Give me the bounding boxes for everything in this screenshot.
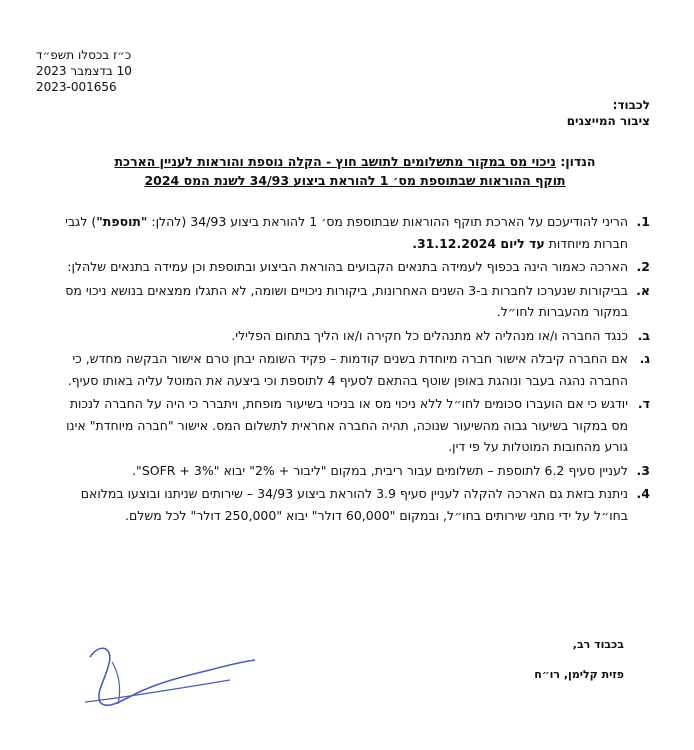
sub-item-letter: ב.: [637, 327, 650, 343]
subject-prefix: הנדון:: [560, 154, 596, 169]
addressee-name: ציבור המייצגים: [566, 114, 650, 128]
sub-item: [50, 280, 650, 323]
item-number: 4.: [636, 486, 650, 501]
item-number: 3.: [636, 462, 650, 478]
item-text: הריני להודיעכם על הארכת תוקף ההוראות שבתוספת מס׳ 1 להוראת ביצוע 34/93 (להלן:: [147, 214, 628, 229]
list-item: [50, 211, 650, 254]
closing: בכבוד רב,: [572, 638, 624, 651]
item-text: ) לגבי חברות מיוחדות: [65, 214, 628, 251]
sub-item-letter: ד.: [637, 396, 650, 411]
document-body: [50, 211, 650, 528]
list-item: [50, 483, 650, 526]
sub-item: [50, 325, 650, 347]
sub-item-letter: ג.: [639, 351, 650, 366]
document-meta: [36, 47, 132, 95]
sub-item-text: בביקורות שנערכו לחברות ב-3 השנים האחרונות, ביקורות ניכויים ושומה, לא התגלו ממצאים בנושא ניכוי מס במקור מהעברות לחו״ל.: [65, 282, 628, 319]
subject: [60, 152, 650, 190]
item-text: לעניין סעיף 6.2 לתוספת – תשלומים עבור ריבית, במקום "ליבור + 2%" יבוא "SOFR + 3%".: [132, 462, 628, 478]
signature-block: [534, 630, 624, 690]
addressee-label: לכבוד:: [612, 98, 650, 112]
sub-item-text: כנגד החברה ו/או מנהליה לא מתנהלים כל חקירה ו/או הליך בתחום הפלילי.: [231, 327, 628, 343]
sub-item: [50, 348, 650, 391]
gregorian-date: 10 בדצמבר 2023: [36, 64, 132, 78]
hebrew-date: כ״ז בכסלו תשפ״ד: [36, 48, 132, 62]
reference-number: 2023-001656: [36, 80, 117, 94]
sub-item-text: אם החברה קיבלה אישור חברה מיוחדת בשנים קודמות – פקיד השומה יבחן טרם אישור הבקשה מחדש, כי החברה נהגה בעבר ונוהגת באופן שוטף בהתאם לסעיף 4 לתוספת וכי ביצעה את המוטל עליה באותו סעיף.: [67, 351, 628, 388]
item-number: 2.: [636, 259, 650, 274]
handwritten-signature: [60, 632, 260, 722]
signer-name: פזית קלימן, רו״ח: [534, 668, 624, 681]
list-item: [50, 256, 650, 278]
sub-item-letter: א.: [636, 282, 650, 298]
item-text-bold: "תוספת": [96, 214, 148, 229]
item-number: 1.: [636, 214, 650, 229]
item-text-bold: עד ליום 31.12.2024.: [412, 235, 545, 251]
list-item: [50, 460, 650, 482]
subject-line-2: תוקף ההוראות שבתוספת מס׳ 1 להוראת ביצוע 34/93 לשנת המס 2024: [144, 173, 566, 188]
subject-text-1: ניכוי מס במקור מתשלומים לתושב חוץ - הקלה נוספת והוראות לעניין הארכת: [114, 154, 556, 169]
subject-line-1: [60, 152, 650, 171]
addressee: [567, 97, 650, 129]
sub-item-text: יודגש כי אם הועברו סכומים לחו״ל ללא ניכוי מס או בניכוי בשיעור מופחת, ויתברר כי היה על החברה לנכות מס במקור בשיעור גבוה מהשיעור שנוכה, תהיה החברה אחראית לתשלום המס. אישור "חברה מיוחדת" אינו גורע מהחובות המוטלות על פי דין.: [66, 396, 628, 454]
item-text: ניתנת בזאת גם הארכה להקלה לעניין סעיף 3.9 להוראת ביצוע 34/93 – שירותים שניתנו ובוצעו במלואם בחו״ל על ידי נותני שירותים בחו״ל, ובמקום "60,000 דולר" יבוא "250,000 דולר" לכל משלם.: [80, 486, 628, 523]
sub-item: [50, 393, 650, 458]
item-text: הארכה כאמור הינה בכפוף לעמידה בתנאים הקבועים בהוראת הביצוע ובתוספת וכן עמידה בתנאים שלהלן:: [67, 259, 628, 274]
